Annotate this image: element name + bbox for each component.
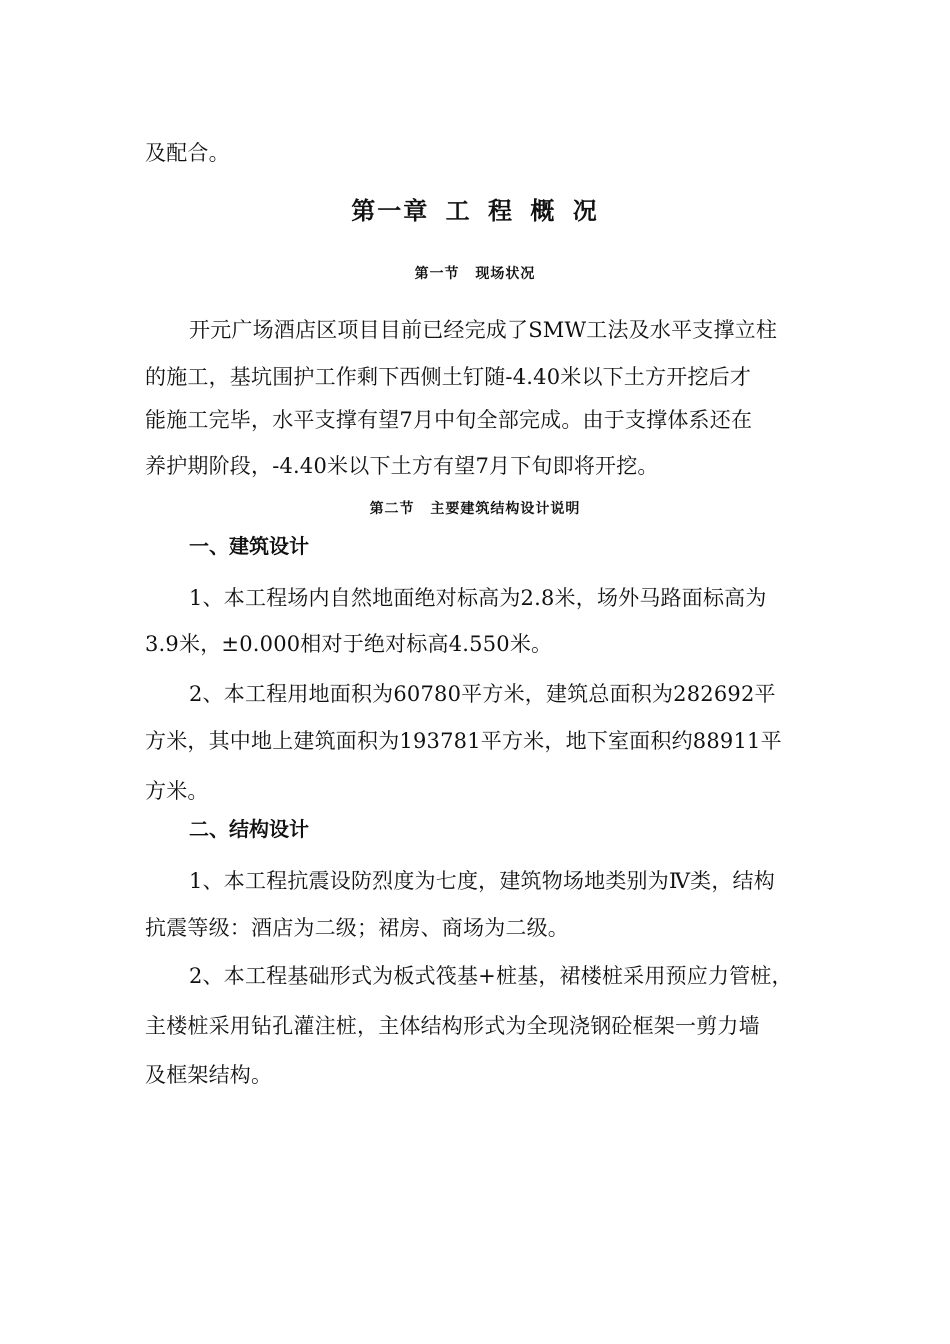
body-line: 抗震等级：酒店为二级；裙房、商场为二级。 (145, 916, 569, 940)
chapter-title: 第一章 工 程 概 况 (351, 197, 599, 225)
body-line: 主楼桩采用钻孔灌注桩，主体结构形式为全现浇钢砼框架一剪力墙 (145, 1014, 760, 1038)
body-line: 2、本工程用地面积为60780平方米，建筑总面积为282692平 (189, 682, 776, 706)
body-line: 3.9米，±0.000相对于绝对标高4.550米。 (145, 632, 553, 656)
body-line: 及配合。 (145, 141, 230, 165)
body-line: 能施工完毕，水平支撑有望7月中旬全部完成。由于支撑体系还在 (145, 408, 753, 432)
subsection-heading: 二、结构设计 (189, 817, 309, 841)
body-line: 1、本工程场内自然地面绝对标高为2.8米，场外马路面标高为 (189, 586, 767, 610)
body-line: 及框架结构。 (145, 1063, 273, 1087)
section-title: 第二节 主要建筑结构设计说明 (369, 501, 581, 517)
body-line: 2、本工程基础形式为板式筏基+桩基，裙楼桩采用预应力管桩， (189, 964, 793, 988)
section-title: 第一节 现场状况 (414, 266, 536, 282)
body-line: 养护期阶段，-4.40米以下土方有望7月下旬即将开挖。 (145, 454, 659, 478)
body-line: 方米，其中地上建筑面积为193781平方米，地下室面积约88911平 (145, 729, 782, 753)
subsection-heading: 一、建筑设计 (189, 534, 309, 558)
body-line: 方米。 (145, 779, 209, 803)
body-line: 1、本工程抗震设防烈度为七度，建筑物场地类别为Ⅳ类，结构 (189, 869, 775, 893)
body-line: 的施工，基坑围护工作剩下西侧土钉随-4.40米以下土方开挖后才 (145, 365, 752, 389)
body-line: 开元广场酒店区项目目前已经完成了SMW工法及水平支撑立柱 (189, 318, 778, 342)
